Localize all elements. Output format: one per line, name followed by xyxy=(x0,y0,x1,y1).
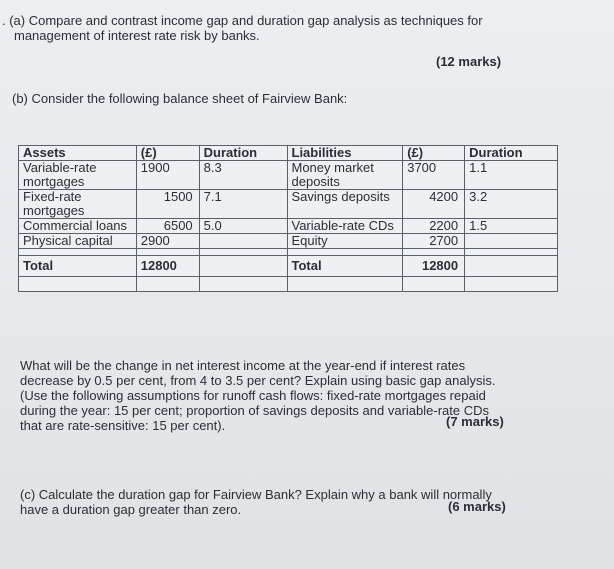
question-c-line1: (c) Calculate the duration gap for Fairview Bank? Explain why a bank will normally xyxy=(20,487,492,502)
header-liabilities: Liabilities xyxy=(287,146,403,161)
question-b-line4: during the year: 15 per cent; proportion of savings deposits and variable-rate CDs xyxy=(20,403,489,418)
asset-amount: 6500 xyxy=(136,219,199,234)
liability-amount: 3700 xyxy=(403,161,465,190)
asset-name: Commercial loans xyxy=(19,219,137,234)
liability-duration: 3.2 xyxy=(465,190,558,219)
asset-name: Fixed-rate mortgages xyxy=(19,190,137,219)
liability-duration xyxy=(465,234,558,249)
table-row xyxy=(19,190,558,219)
question-a-marks: (12 marks) xyxy=(436,54,502,69)
liability-name: Variable-rate CDs xyxy=(287,219,403,234)
liability-total-label: Total xyxy=(287,256,403,277)
liability-amount: 2200 xyxy=(403,219,465,234)
asset-duration xyxy=(199,234,287,249)
asset-duration: 7.1 xyxy=(199,190,287,219)
table-empty-row xyxy=(19,277,558,292)
table-row xyxy=(19,234,558,249)
asset-amount: 1900 xyxy=(136,161,199,190)
asset-total-amount: 12800 xyxy=(136,256,199,277)
question-c-marks: (6 marks) xyxy=(448,499,506,514)
liability-name: Equity xyxy=(287,234,403,249)
question-b-marks: (7 marks) xyxy=(446,414,504,429)
table-total-row xyxy=(19,256,558,277)
table-row xyxy=(19,161,558,190)
asset-amount: 1500 xyxy=(136,190,199,219)
question-b-line5: that are rate-sensitive: 15 per cent). xyxy=(20,418,226,433)
liability-amount: 2700 xyxy=(403,234,465,249)
header-assets-duration: Duration xyxy=(199,146,287,161)
liability-amount: 4200 xyxy=(403,190,465,219)
asset-amount: 2900 xyxy=(136,234,199,249)
question-c-line2: have a duration gap greater than zero. xyxy=(20,502,242,517)
asset-duration: 8.3 xyxy=(199,161,287,190)
question-b-line3: (Use the following assumptions for runoff cash flows: fixed-rate mortgages repaid xyxy=(20,388,486,403)
table-header-row xyxy=(19,146,558,161)
liability-duration: 1.5 xyxy=(465,219,558,234)
header-assets: Assets xyxy=(19,146,137,161)
question-a-line1: . (a) Compare and contrast income gap and duration gap analysis as techniques for xyxy=(2,13,483,28)
question-a xyxy=(2,13,562,43)
liability-name: Money market deposits xyxy=(287,161,403,190)
question-b-line2: decrease by 0.5 per cent, from 4 to 3.5 per cent? Explain using basic gap analysis. xyxy=(20,373,496,388)
asset-total-label: Total xyxy=(19,256,137,277)
question-b-line1: What will be the change in net interest income at the year-end if interest rates xyxy=(20,358,466,373)
header-assets-amount: (£) xyxy=(136,146,199,161)
liability-name: Savings deposits xyxy=(287,190,403,219)
table-row xyxy=(19,219,558,234)
question-a-line2: management of interest rate risk by banks. xyxy=(14,28,260,43)
liability-total-amount: 12800 xyxy=(403,256,465,277)
table-spacer-row xyxy=(19,249,558,256)
balance-sheet-table xyxy=(18,145,558,292)
question-b-text xyxy=(20,358,580,433)
header-liab-duration: Duration xyxy=(465,146,558,161)
asset-name: Variable-rate mortgages xyxy=(19,161,137,190)
question-b-intro: (b) Consider the following balance sheet of Fairview Bank: xyxy=(12,91,348,106)
question-c xyxy=(20,487,580,517)
asset-name: Physical capital xyxy=(19,234,137,249)
asset-duration: 5.0 xyxy=(199,219,287,234)
liability-duration: 1.1 xyxy=(465,161,558,190)
header-liab-amount: (£) xyxy=(403,146,465,161)
